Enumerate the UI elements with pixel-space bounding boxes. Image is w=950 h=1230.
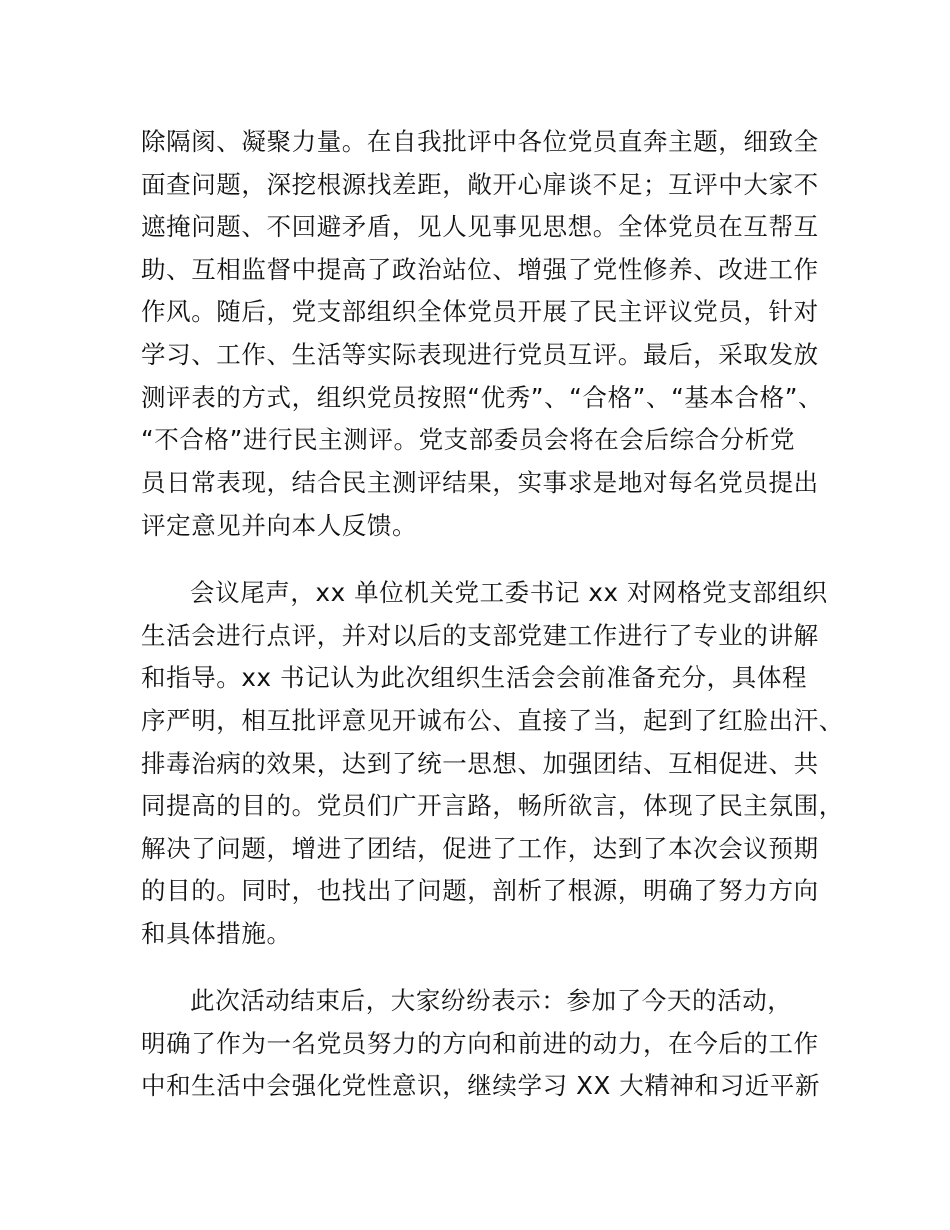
text-line: 和指导。xx 书记认为此次组织生活会会前准备充分，具体程 (141, 663, 808, 692)
text-line: 明确了作为一名党员努力的方向和前进的动力，在今后的工作 (141, 1029, 819, 1058)
text-line: 面查问题，深挖根源找差距，敞开心扉谈不足；互评中大家不 (141, 170, 819, 199)
text-line: 生活会进行点评，并对以后的支部党建工作进行了专业的讲解 (141, 621, 819, 650)
text-line: 解决了问题，增进了团结，促进了工作，达到了本次会议预期 (141, 834, 819, 863)
text-line: 此次活动结束后，大家纷纷表示：参加了今天的活动， (190, 986, 793, 1015)
text-line: 排毒治病的效果，达到了统一思想、加强团结、互相促进、共 (141, 749, 819, 778)
text-line: 员日常表现，结合民主测评结果，实事求是地对每名党员提出 (141, 468, 819, 497)
text-line: 会议尾声，xx 单位机关党工委书记 xx 对网格党支部组织 (190, 578, 828, 607)
text-line: 除隔阂、凝聚力量。在自我批评中各位党员直奔主题，细致全 (141, 127, 819, 156)
text-line: 助、互相监督中提高了政治站位、增强了党性修养、改进工作 (141, 255, 819, 284)
text-line: 序严明，相互批评意见开诚布公、直接了当，起到了红脸出汗、 (141, 706, 844, 735)
text-line: “不合格”进行民主测评。党支部委员会将在会后综合分析党 (141, 425, 796, 454)
text-line: 遮掩问题、不回避矛盾，见人见事见思想。全体党员在互帮互 (141, 212, 819, 241)
text-line: 的目的。同时，也找出了问题，剖析了根源，明确了努力方向 (141, 876, 819, 905)
text-line: 中和生活中会强化党性意识，继续学习 XX 大精神和习近平新 (141, 1071, 821, 1100)
text-line: 学习、工作、生活等实际表现进行党员互评。最后，采取发放 (141, 340, 819, 369)
text-line: 作风。随后，党支部组织全体党员开展了民主评议党员，针对 (141, 297, 819, 326)
text-line: 同提高的目的。党员们广开言路，畅所欲言，体现了民主氛围， (141, 791, 844, 820)
text-line: 评定意见并向本人反馈。 (141, 511, 418, 540)
text-line: 和具体措施。 (141, 919, 292, 948)
text-line: 测评表的方式，组织党员按照“优秀”、“合格”、“基本合格”、 (141, 383, 824, 412)
